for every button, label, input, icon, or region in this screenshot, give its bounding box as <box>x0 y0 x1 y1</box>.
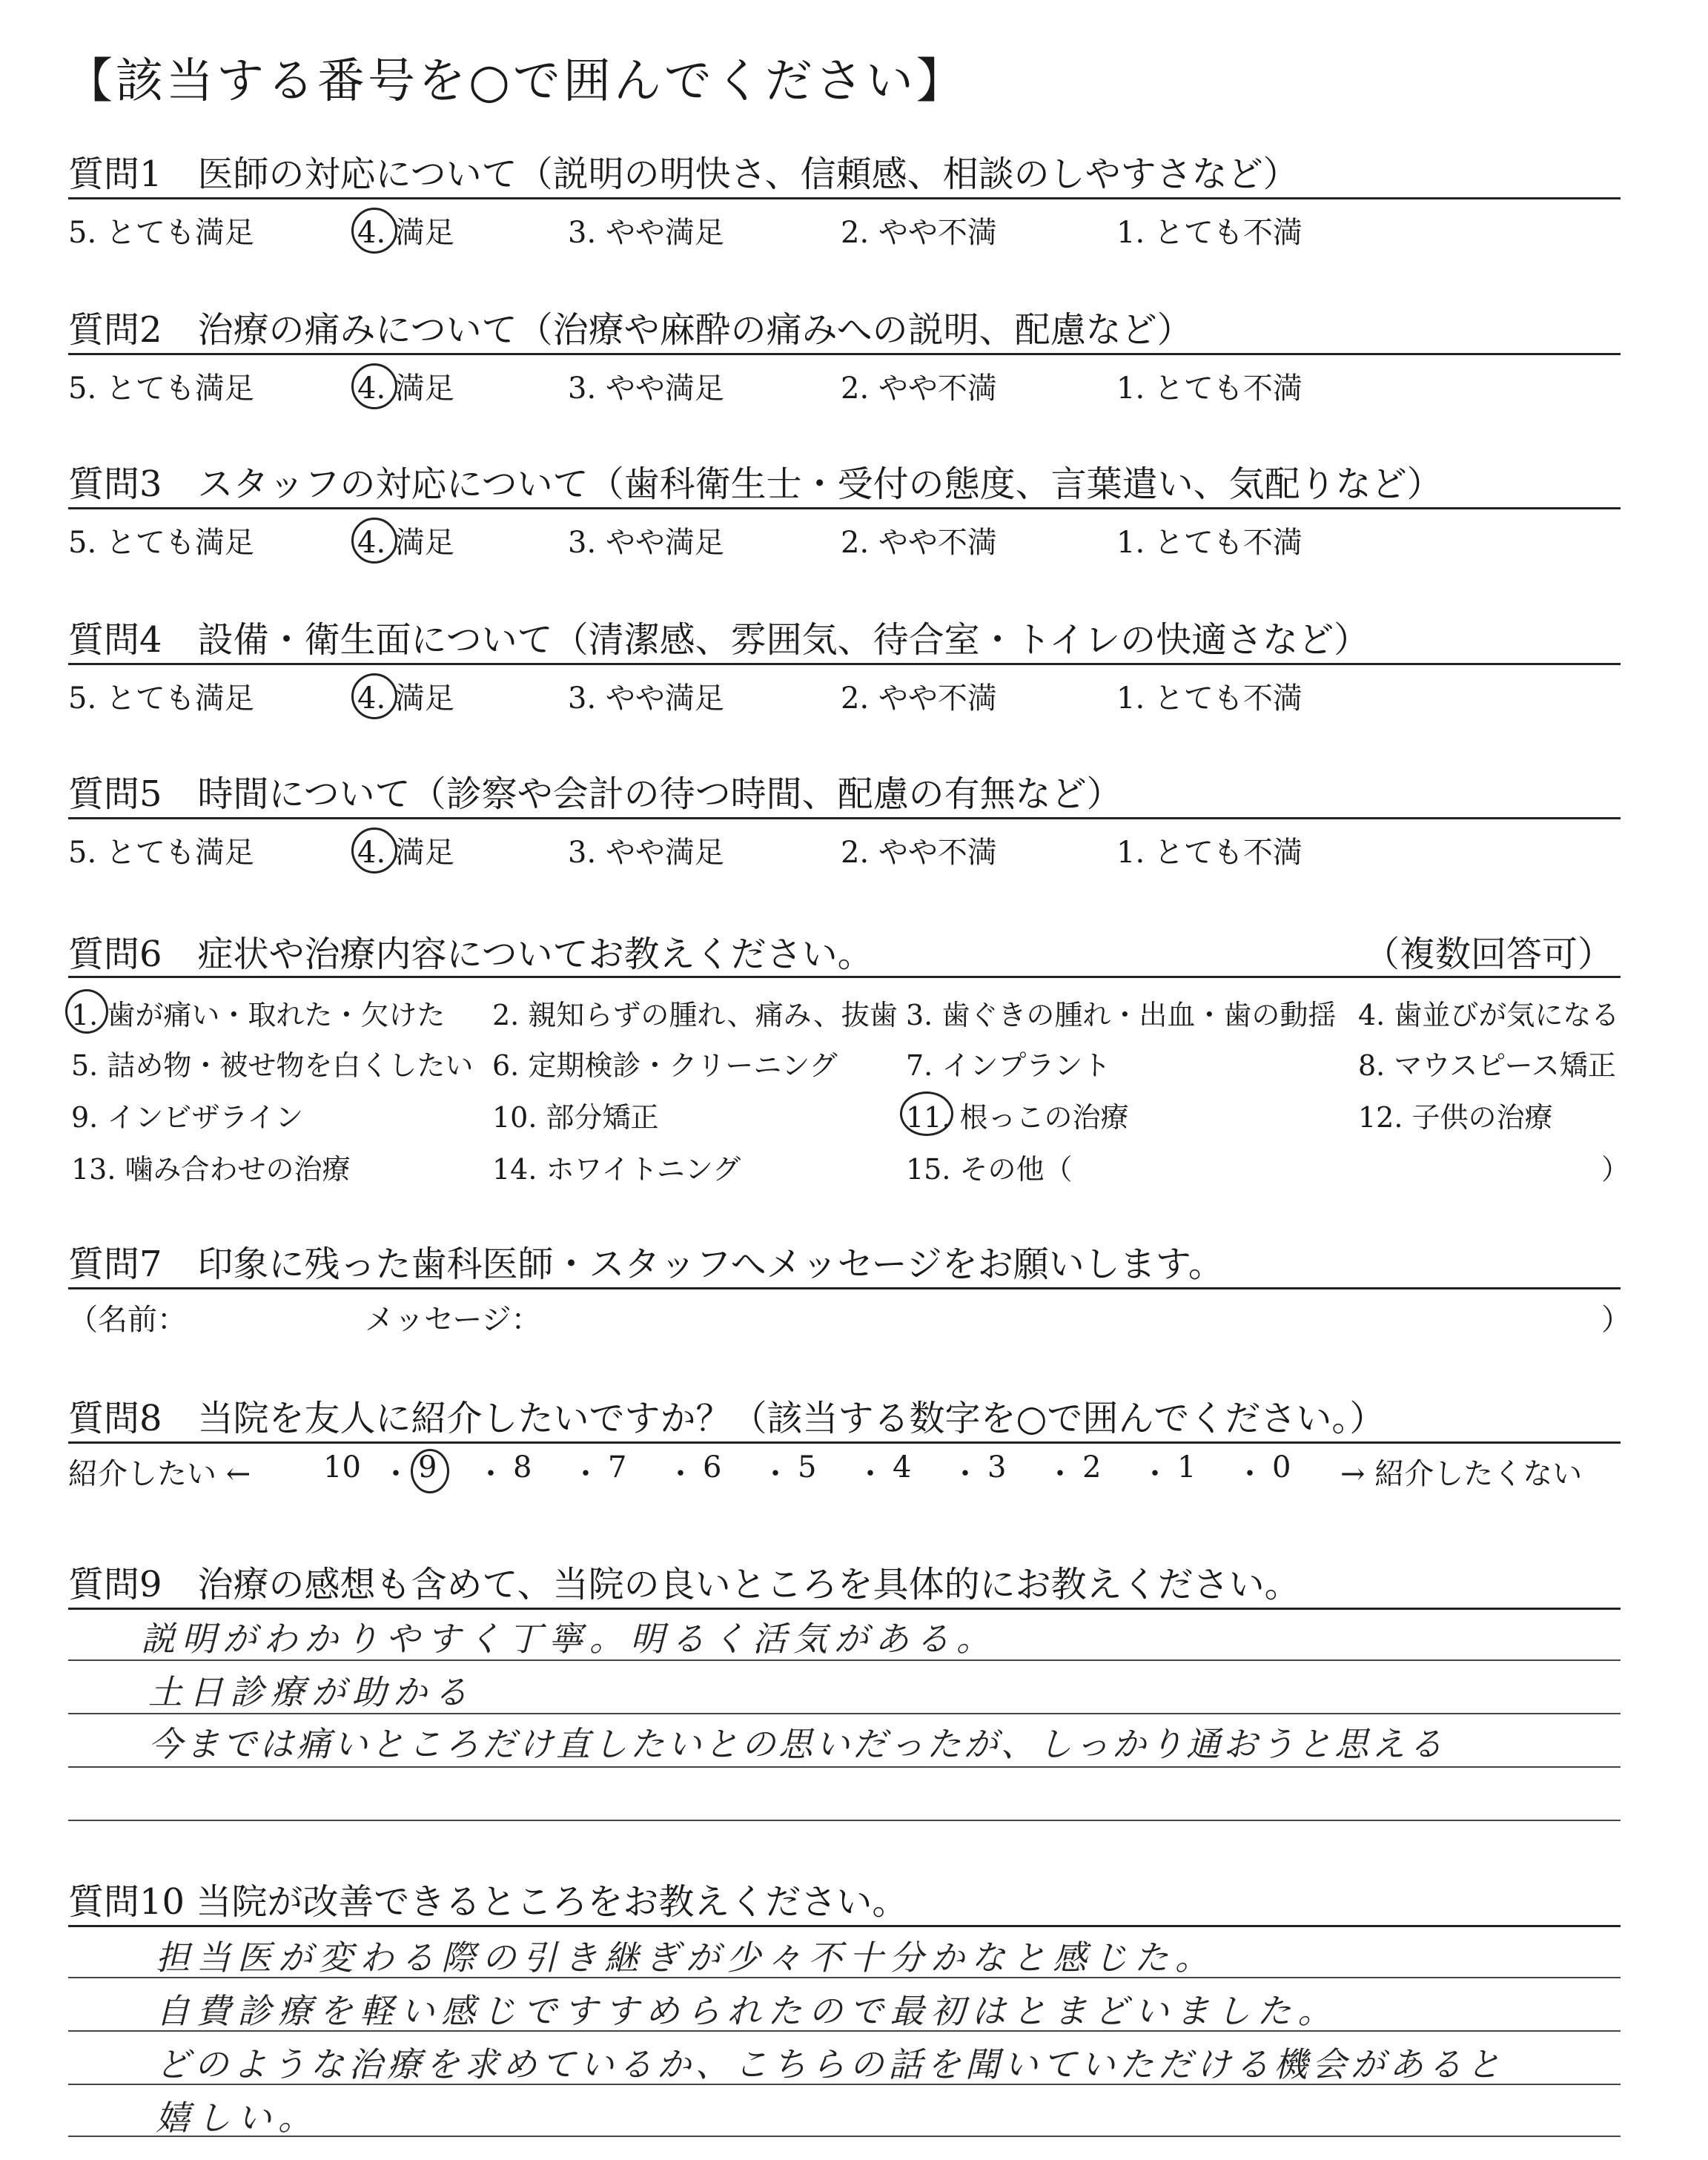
q10-label: 質問10 当院が改善できるところをお教えください。 <box>68 1881 908 1923</box>
q9-answer-line: 今までは痛いところだけ直したいとの思いだったが、しっかり通おうと思える <box>148 1724 1446 1764</box>
q6-option[interactable]: 5. 詰め物・被せ物を白くしたい <box>71 1049 474 1082</box>
q8-scale-separator: ・ <box>1235 1457 1265 1491</box>
rating-option[interactable]: 1. とても不満 <box>1116 526 1302 560</box>
rating-option[interactable]: 4. 満足 <box>357 526 454 560</box>
rating-option[interactable]: 3. やや満足 <box>568 371 724 406</box>
q8-scale-separator: ・ <box>761 1457 790 1491</box>
rating-option[interactable]: 3. やや満足 <box>568 526 724 560</box>
q10-answer-line: 自費診療を軽い感じですすめられたので最初はとまどいました。 <box>156 1991 1339 2031</box>
q6-selection-circle <box>65 989 108 1034</box>
question-rule <box>68 663 1621 665</box>
rating-option[interactable]: 4. 満足 <box>357 371 454 406</box>
q8-right-label: → 紹介したくない <box>1340 1457 1583 1491</box>
q6-option[interactable]: 4. 歯並びが気になる <box>1358 999 1620 1031</box>
q8-label: 質問8 当院を友人に紹介したいですか？（該当する数字を○で囲んでください。） <box>68 1398 1386 1439</box>
q7-label: 質問7 印象に残った歯科医師・スタッフへメッセージをお願いします。 <box>68 1244 1224 1285</box>
question-label: 質問5 時間について（診察や会計の待つ時間、配慮の有無など） <box>68 773 1122 815</box>
q6-selection-circle <box>900 1091 953 1136</box>
q8-scale-number[interactable]: 8 <box>513 1450 532 1484</box>
rating-option[interactable]: 1. とても不満 <box>1116 371 1302 406</box>
q8-scale-number[interactable]: 0 <box>1272 1450 1291 1484</box>
q7-rule <box>68 1287 1621 1289</box>
q6-option[interactable]: 12. 子供の治療 <box>1358 1101 1553 1134</box>
rating-option[interactable]: 4. 満足 <box>357 681 454 716</box>
rating-option[interactable]: 1. とても不満 <box>1116 681 1302 716</box>
q7-message-label: メッセージ： <box>365 1303 541 1337</box>
q7-name-label: （名前： <box>68 1303 187 1337</box>
question-rule <box>68 817 1621 819</box>
q6-option[interactable]: 15. その他（ <box>906 1153 1073 1186</box>
q9-rule-4 <box>68 1820 1621 1821</box>
q6-option[interactable]: 6. 定期検診・クリーニング <box>492 1049 838 1082</box>
selection-circle <box>351 363 397 409</box>
question-label: 質問1 医師の対応について（説明の明快さ、信頼感、相談のしやすさなど） <box>68 153 1299 195</box>
q10-rule-0 <box>68 1925 1621 1927</box>
q6-rule <box>68 976 1621 978</box>
rating-option[interactable]: 5. とても満足 <box>68 526 254 560</box>
q10-answer-line: 嬉しい。 <box>156 2098 319 2138</box>
q8-scale-separator: ・ <box>950 1457 980 1491</box>
question-rule <box>68 353 1621 355</box>
q8-scale-number[interactable]: 3 <box>987 1450 1007 1484</box>
selection-circle <box>351 518 397 564</box>
q9-answer-line: 土日診療が助かる <box>148 1672 474 1712</box>
rating-option[interactable]: 1. とても不満 <box>1116 836 1302 870</box>
q9-label: 質問9 治療の感想も含めて、当院の良いところを具体的にお教えください。 <box>68 1564 1300 1605</box>
q8-left-label: 紹介したい ← <box>68 1457 251 1491</box>
q8-scale-separator: ・ <box>571 1457 600 1491</box>
rating-option[interactable]: 5. とても満足 <box>68 371 254 406</box>
q6-option[interactable]: 2. 親知らずの腫れ、痛み、抜歯 <box>492 999 898 1031</box>
rating-option[interactable]: 5. とても満足 <box>68 681 254 716</box>
q8-scale-separator: ・ <box>855 1457 885 1491</box>
q9-answer-line: 説明がわかりやすく丁寧。明るく活気がある。 <box>141 1619 997 1659</box>
q7-close-paren: ） <box>1601 1303 1631 1337</box>
rating-option[interactable]: 3. やや満足 <box>568 681 724 716</box>
rating-option[interactable]: 2. やや不満 <box>841 526 997 560</box>
q9-rule-0 <box>68 1608 1621 1610</box>
selection-circle <box>351 208 397 254</box>
q8-scale-number[interactable]: 1 <box>1177 1450 1196 1484</box>
rating-option[interactable]: 2. やや不満 <box>841 216 997 250</box>
q6-option[interactable]: 13. 噛み合わせの治療 <box>71 1153 351 1186</box>
rating-option[interactable]: 2. やや不満 <box>841 371 997 406</box>
q6-option[interactable]: 1. 歯が痛い・取れた・欠けた <box>71 999 446 1031</box>
rating-option[interactable]: 3. やや満足 <box>568 216 724 250</box>
q6-option[interactable]: 8. マウスピース矯正 <box>1358 1049 1616 1082</box>
rating-option[interactable]: 1. とても不満 <box>1116 216 1302 250</box>
rating-option[interactable]: 2. やや不満 <box>841 836 997 870</box>
q9-rule-3 <box>68 1766 1621 1768</box>
q8-scale-separator: ・ <box>666 1457 695 1491</box>
q6-note: （複数回答可） <box>1364 934 1614 975</box>
q8-scale-number[interactable]: 5 <box>798 1450 817 1484</box>
question-rule <box>68 507 1621 509</box>
rating-option[interactable]: 3. やや満足 <box>568 836 724 870</box>
q8-scale-number[interactable]: 6 <box>703 1450 722 1484</box>
question-rule <box>68 197 1621 199</box>
selection-circle <box>351 673 397 719</box>
q8-rule <box>68 1441 1621 1444</box>
q6-option[interactable]: 14. ホワイトニング <box>492 1153 741 1186</box>
q8-scale-number[interactable]: 2 <box>1082 1450 1102 1484</box>
rating-option[interactable]: 4. 満足 <box>357 836 454 870</box>
q10-answer-line: 担当医が変わる際の引き継ぎが少々不十分かなと感じた。 <box>156 1938 1216 1978</box>
question-label: 質問2 治療の痛みについて（治療や麻酔の痛みへの説明、配慮など） <box>68 309 1193 351</box>
q6-option[interactable]: 7. インプラント <box>906 1049 1111 1082</box>
rating-option[interactable]: 4. 満足 <box>357 216 454 250</box>
page-title: 【該当する番号を○で囲んでください】 <box>65 54 967 109</box>
q8-scale-separator: ・ <box>1045 1457 1075 1491</box>
selection-circle <box>351 828 397 873</box>
q6-option[interactable]: 11. 根っこの治療 <box>906 1101 1129 1134</box>
q8-scale-number[interactable]: 9 <box>418 1450 437 1484</box>
q8-scale-number[interactable]: 7 <box>608 1450 627 1484</box>
q8-selection-circle <box>411 1449 449 1493</box>
q8-scale-number[interactable]: 4 <box>893 1450 912 1484</box>
q8-scale-separator: ・ <box>381 1457 411 1491</box>
rating-option[interactable]: 5. とても満足 <box>68 836 254 870</box>
q8-scale-number[interactable]: 10 <box>323 1450 361 1484</box>
q6-label: 質問6 症状や治療内容についてお教えください。 <box>68 934 873 975</box>
question-label: 質問3 スタッフの対応について（歯科衛生士・受付の態度、言葉遣い、気配りなど） <box>68 463 1443 505</box>
q10-answer-line: どのような治療を求めているか、こちらの話を聞いていただける機会があると <box>156 2044 1505 2084</box>
q8-scale-separator: ・ <box>476 1457 506 1491</box>
q6-option[interactable]: 10. 部分矯正 <box>492 1101 659 1134</box>
question-label: 質問4 設備・衛生面について（清潔感、雰囲気、待合室・トイレの快適さなど） <box>68 619 1370 661</box>
q6-option[interactable]: 3. 歯ぐきの腫れ・出血・歯の動揺 <box>906 999 1337 1031</box>
rating-option[interactable]: 2. やや不満 <box>841 681 997 716</box>
q6-close-paren: ） <box>1601 1153 1630 1186</box>
q8-scale-separator: ・ <box>1140 1457 1170 1491</box>
rating-option[interactable]: 5. とても満足 <box>68 216 254 250</box>
q6-option[interactable]: 9. インビザライン <box>71 1101 304 1134</box>
